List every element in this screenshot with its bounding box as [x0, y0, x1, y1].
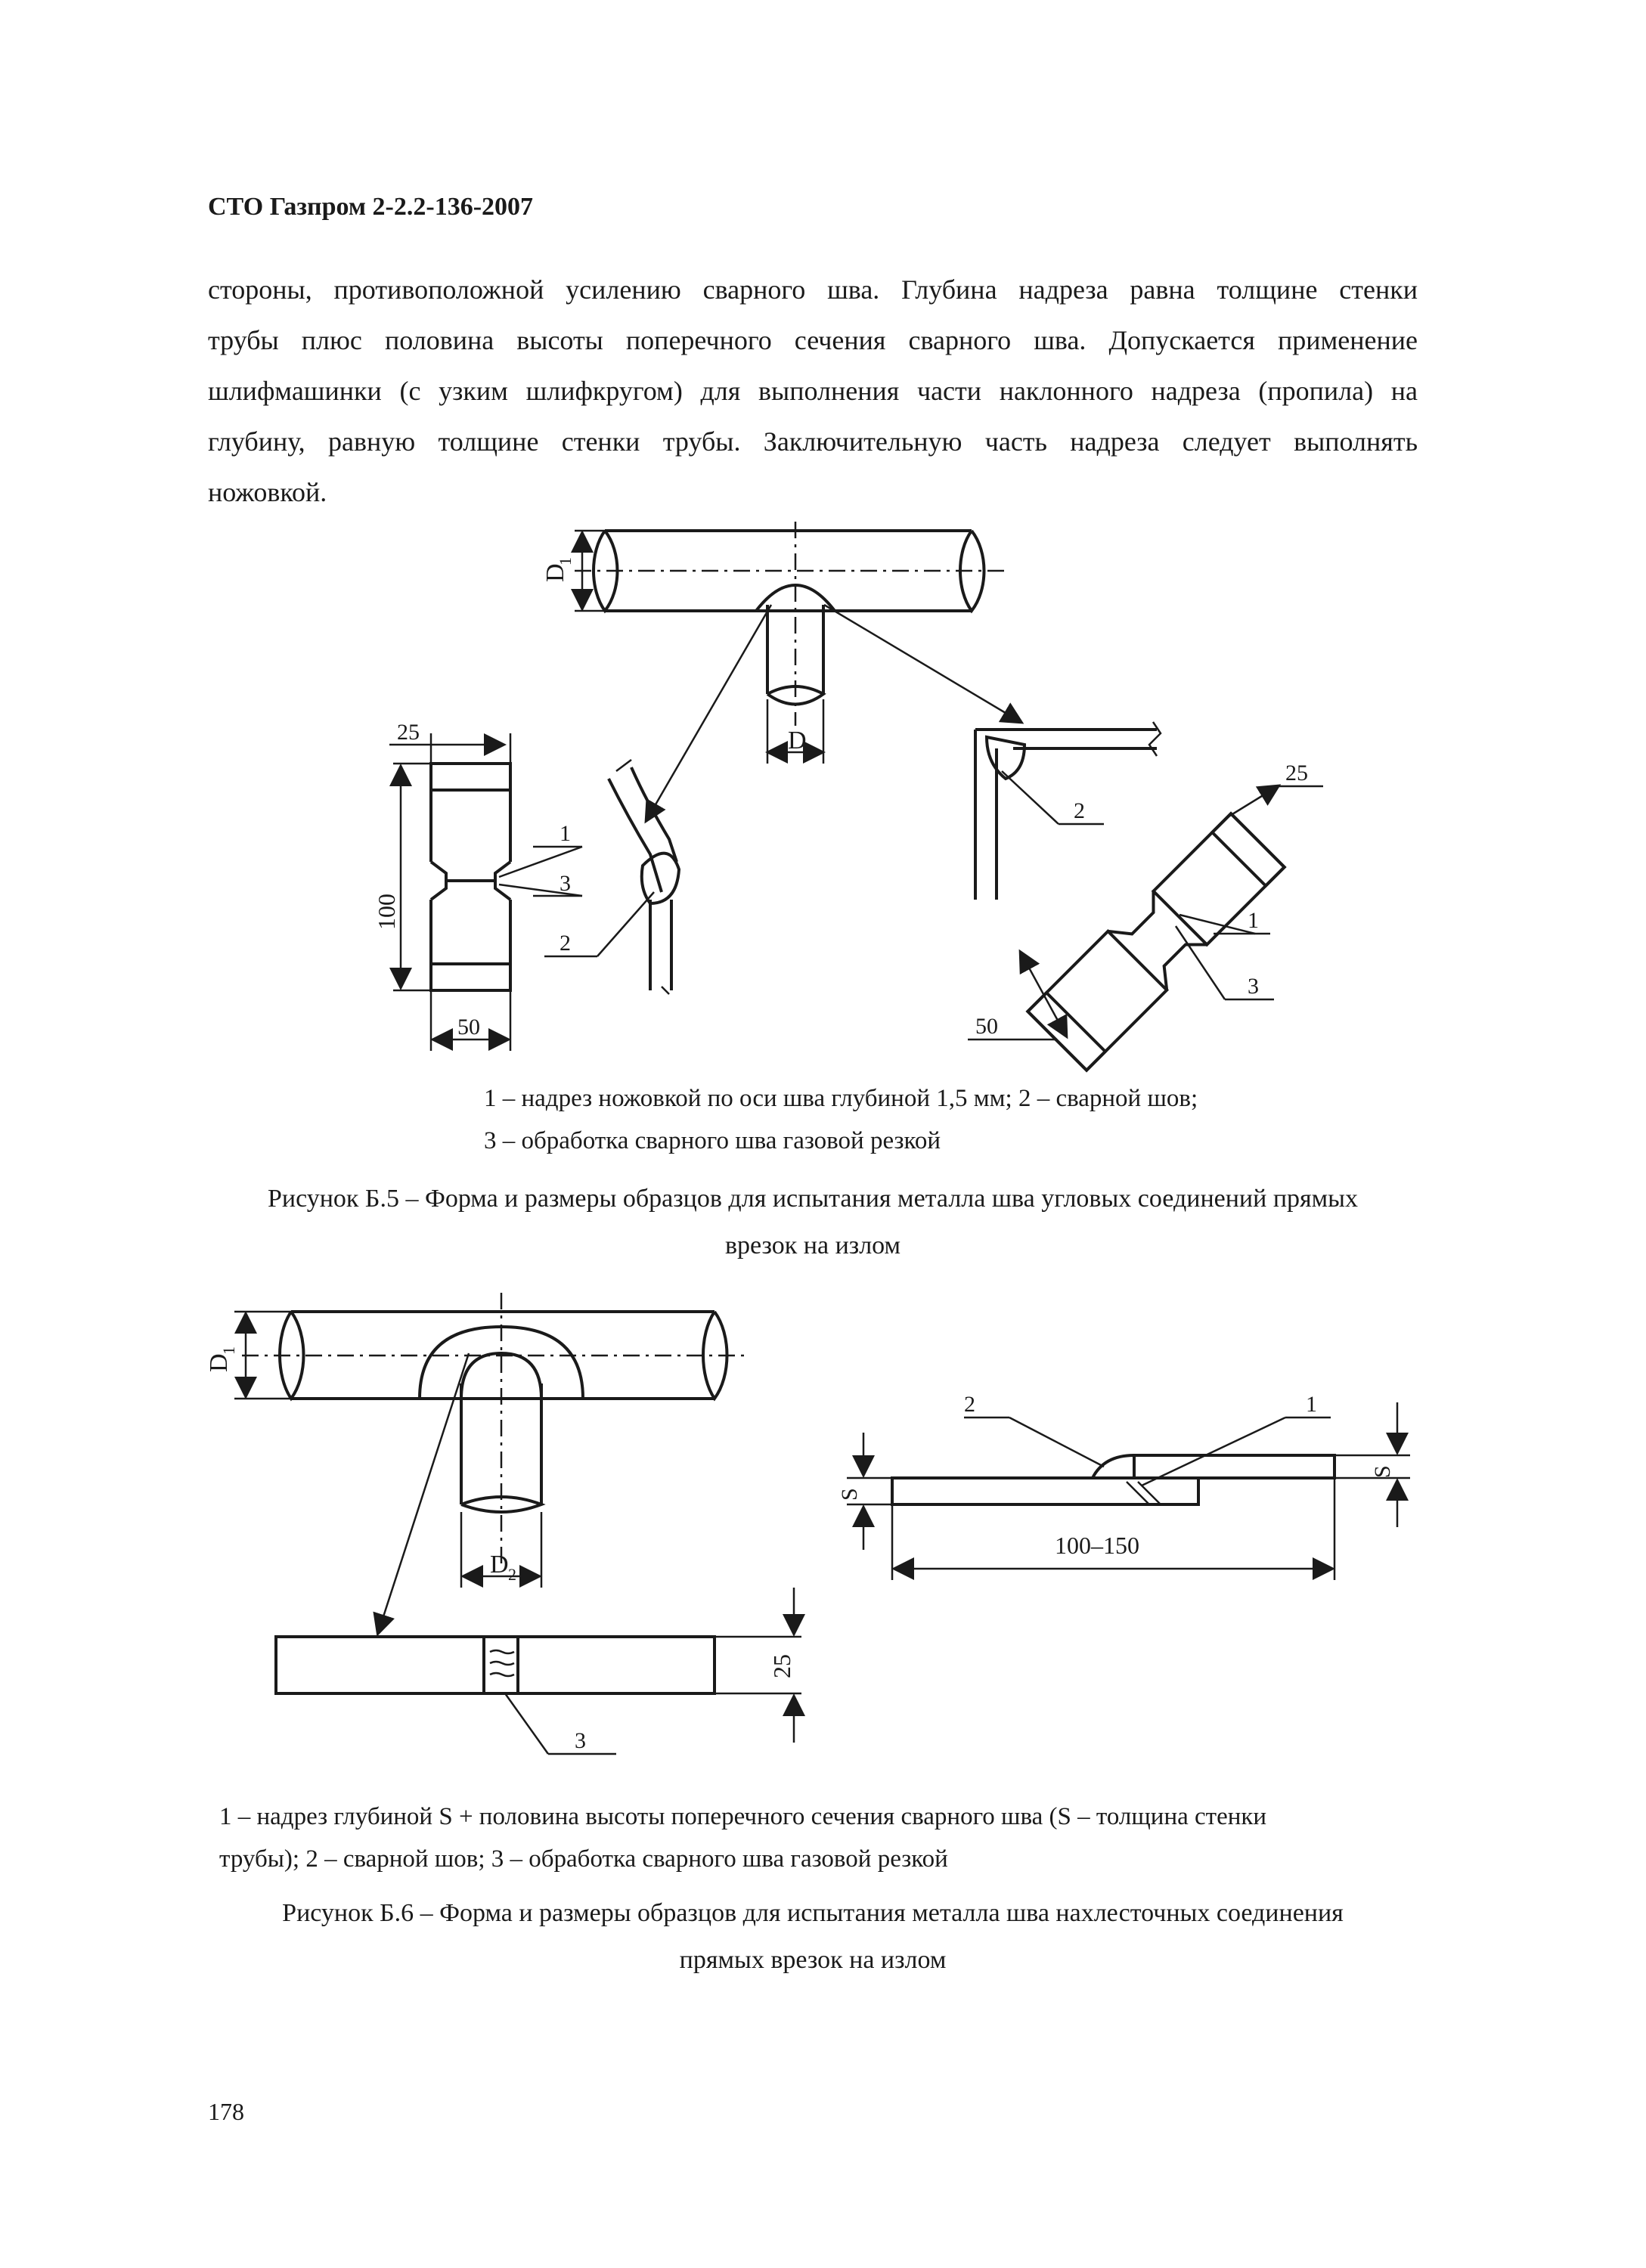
figure5-drawing	[373, 522, 1323, 1070]
fig5-specimen-left	[373, 720, 582, 1051]
fig5-d1-label: D	[541, 563, 569, 582]
fig5-legend-line: 3 – обработка сварного шва газовой резкой	[484, 1127, 941, 1154]
fig5-left-num3: 3	[560, 871, 571, 896]
fig5-leader-left	[646, 605, 771, 820]
fig5-d1-sub: 1	[556, 557, 575, 565]
fig6-lap-num1: 1	[1306, 1392, 1317, 1417]
fig5-width-25: 25	[397, 720, 420, 745]
fig5-caption-line: Рисунок Б.5 – Форма и размеры образцов для испытания металла шва угловых соединений прямых	[267, 1185, 1359, 1213]
fig5-left-num1: 1	[560, 821, 571, 846]
fig6-length-label: 100–150	[1055, 1532, 1139, 1559]
fig5-legend-line: 1 – надрез ножовкой по оси шва глубиной 1,5 мм; 2 – сварной шов;	[484, 1085, 1198, 1112]
paragraph-line: шлифмашинки (с узким шлифкругом) для выполнения части наклонного надреза (пропила) на	[208, 376, 1418, 406]
fig5-right-50: 50	[975, 1014, 998, 1039]
fig5-d2-sub: 2	[806, 741, 814, 760]
fig6-lap-num2: 2	[964, 1392, 975, 1417]
paragraph-line: глубину, равную толщине стенки трубы. Заключительную часть надреза следует выполнять	[208, 426, 1418, 457]
fig6-caption-line: Рисунок Б.6 – Форма и размеры образцов для испытания металла шва нахлесточных соединения	[282, 1899, 1344, 1927]
fig5-weld-detail-corner	[975, 722, 1161, 900]
document-header: СТО Газпром 2-2.2-136-2007	[208, 193, 534, 221]
fig6-legend	[219, 1796, 1429, 1880]
fig5-height-100: 100	[373, 894, 400, 930]
fig6-leader	[378, 1353, 469, 1633]
fig6-d2-label: D	[490, 1551, 509, 1579]
fig6-s-right: S	[1370, 1465, 1395, 1478]
fig5-right-25: 25	[1285, 761, 1308, 785]
fig6-d2-sub: 2	[508, 1565, 516, 1584]
fig6-lap-joint	[837, 1392, 1410, 1580]
fig5-right-num1: 1	[1248, 908, 1259, 933]
fig5-specimen-right	[1028, 811, 1287, 1070]
fig6-specimen-strip	[276, 1588, 801, 1754]
fig6-caption	[208, 1890, 1418, 1984]
paragraph-line: стороны, противоположной усилению сварного шва. Глубина надреза равна толщине стенки	[208, 274, 1418, 305]
fig5-caption	[208, 1176, 1418, 1269]
fig6-d1-sub: 1	[219, 1346, 238, 1355]
figure6-drawing	[205, 1293, 1410, 1754]
fig5-specimen-right-dims	[968, 761, 1323, 1040]
paragraph-line: ножовкой.	[208, 477, 327, 507]
fig6-s-left: S	[837, 1488, 862, 1501]
fig5-caption-line: врезок на излом	[724, 1232, 901, 1259]
fig6-strip-num3: 3	[575, 1728, 586, 1753]
fig5-legend	[484, 1077, 1198, 1162]
fig5-mid-num2: 2	[560, 931, 571, 956]
fig5-width-50: 50	[457, 1015, 480, 1040]
fig6-height-25: 25	[768, 1654, 795, 1678]
fig5-corner-num2: 2	[1074, 798, 1085, 823]
paragraph-line: трубы плюс половина высоты поперечного сечения сварного шва. Допускается применение	[208, 325, 1418, 355]
fig6-d1-label: D	[205, 1353, 233, 1372]
fig6-legend-line: 1 – надрез глубиной S + половина высоты поперечного сечения сварного шва (S – толщина стенки	[219, 1803, 1267, 1830]
fig6-main-pipe	[242, 1293, 745, 1565]
page-number: 178	[208, 2098, 244, 2125]
fig5-d2-label: D	[788, 727, 807, 754]
fig6-caption-line: прямых врезок на излом	[679, 1946, 947, 1974]
fig5-main-pipe	[575, 522, 1009, 726]
fig5-d1-dimension	[541, 531, 605, 611]
fig6-legend-line: трубы); 2 – сварной шов; 3 – обработка сварного шва газовой резкой	[219, 1845, 948, 1873]
fig5-leader-right	[824, 605, 1021, 722]
fig5-right-num3: 3	[1248, 974, 1259, 999]
